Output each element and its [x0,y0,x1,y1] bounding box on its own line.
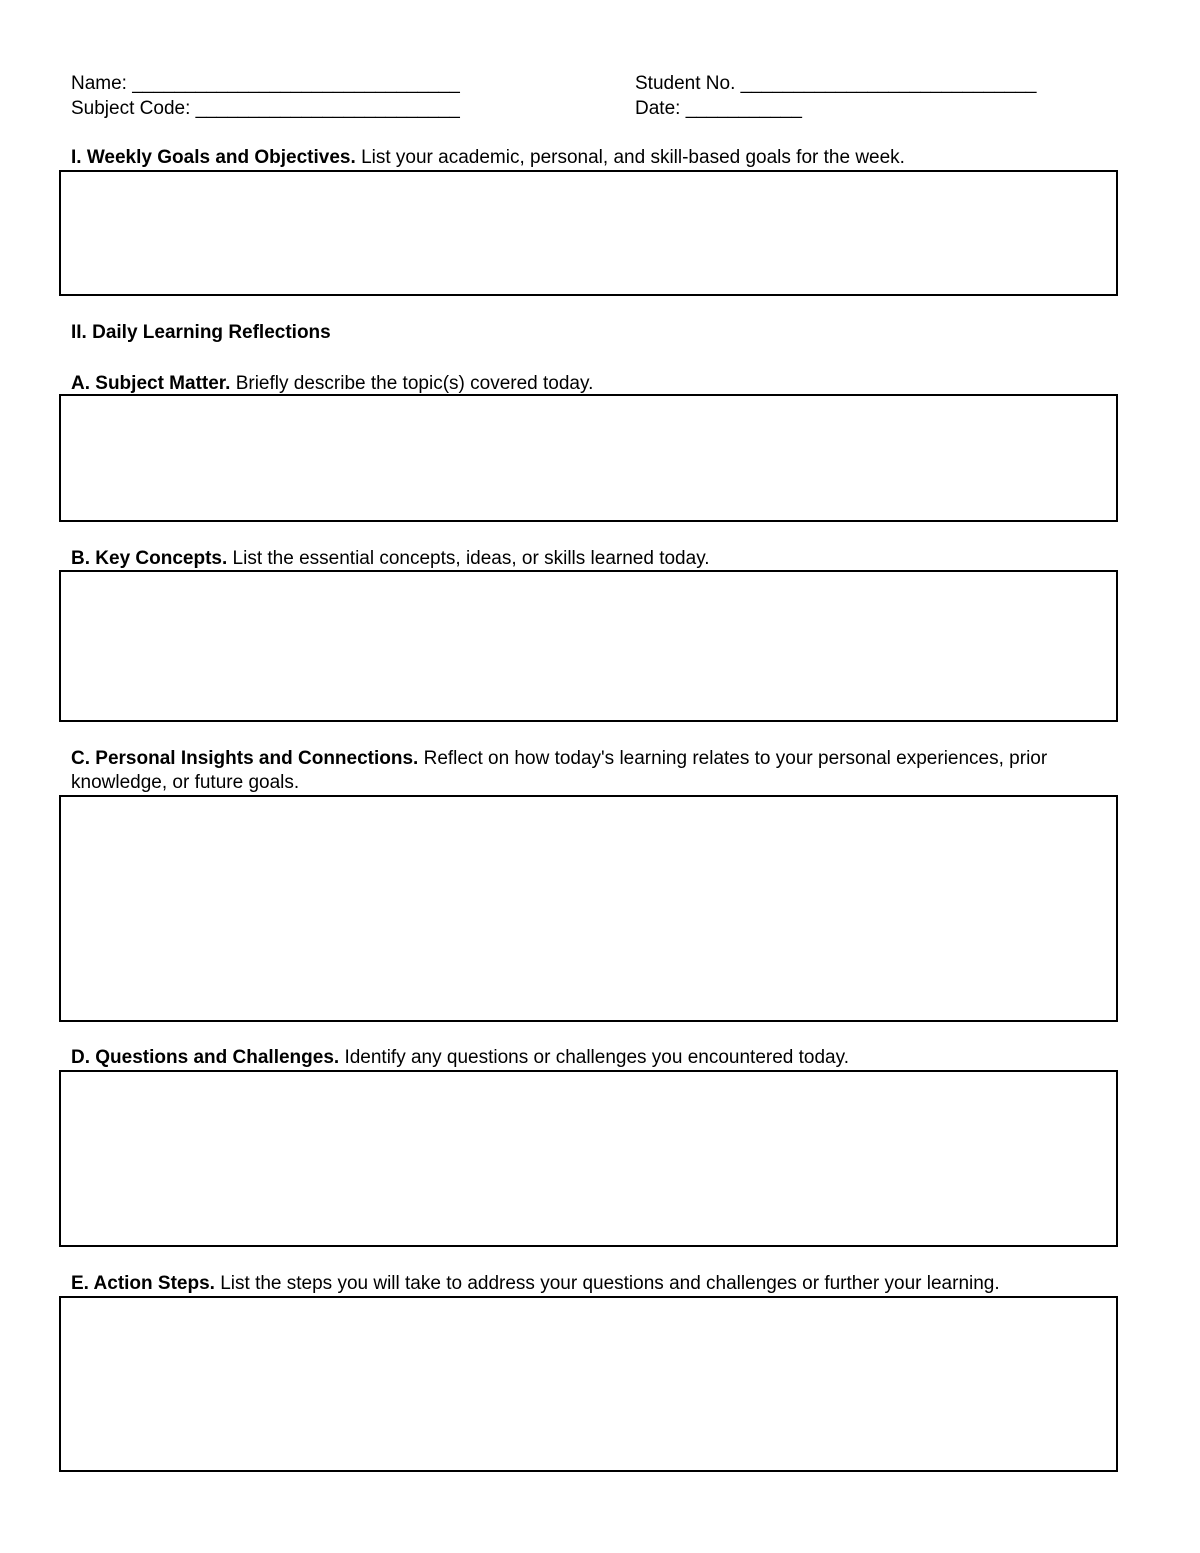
questions-challenges-instruction: Identify any questions or challenges you encountered today. [344,1047,849,1068]
action-steps-title: E. Action Steps. [71,1273,215,1294]
questions-challenges-title: D. Questions and Challenges. [71,1047,340,1068]
daily-reflections-heading [71,321,331,345]
action-steps-instruction: List the steps you will take to address your questions and challenges or further your learning. [220,1273,1000,1294]
subject-matter-title: A. Subject Matter. [71,373,231,394]
key-concepts-box[interactable] [59,570,1118,722]
weekly-goals-title: I. Weekly Goals and Objectives. [71,147,356,168]
action-steps-box[interactable] [59,1296,1118,1472]
subject-matter-label [71,372,593,396]
questions-challenges-label [71,1046,849,1070]
action-steps-label [71,1272,1000,1296]
key-concepts-instruction: List the essential concepts, ideas, or skills learned today. [232,548,710,569]
weekly-goals-box[interactable] [59,170,1118,296]
subject-code-field[interactable]: Subject Code: _________________________ [71,98,460,119]
weekly-goals-label [71,146,905,170]
key-concepts-title: B. Key Concepts. [71,548,228,569]
questions-challenges-box[interactable] [59,1070,1118,1247]
personal-insights-label [71,747,1131,795]
personal-insights-box[interactable] [59,795,1118,1022]
personal-insights-instruction: Reflect on how today's learning relates to your personal experiences, prior knowledge, or future goals. [71,748,1048,793]
weekly-goals-instruction: List your academic, personal, and skill-based goals for the week. [361,147,905,168]
subject-matter-instruction: Briefly describe the topic(s) covered today. [235,373,594,394]
personal-insights-title: C. Personal Insights and Connections. [71,748,419,769]
key-concepts-label [71,547,710,571]
student-no-field[interactable]: Student No. ____________________________ [635,73,1037,94]
daily-reflections-title: II. Daily Learning Reflections [71,322,331,343]
name-field[interactable]: Name: _______________________________ [71,73,460,94]
date-field[interactable]: Date: ___________ [635,98,802,119]
subject-matter-box[interactable] [59,394,1118,522]
